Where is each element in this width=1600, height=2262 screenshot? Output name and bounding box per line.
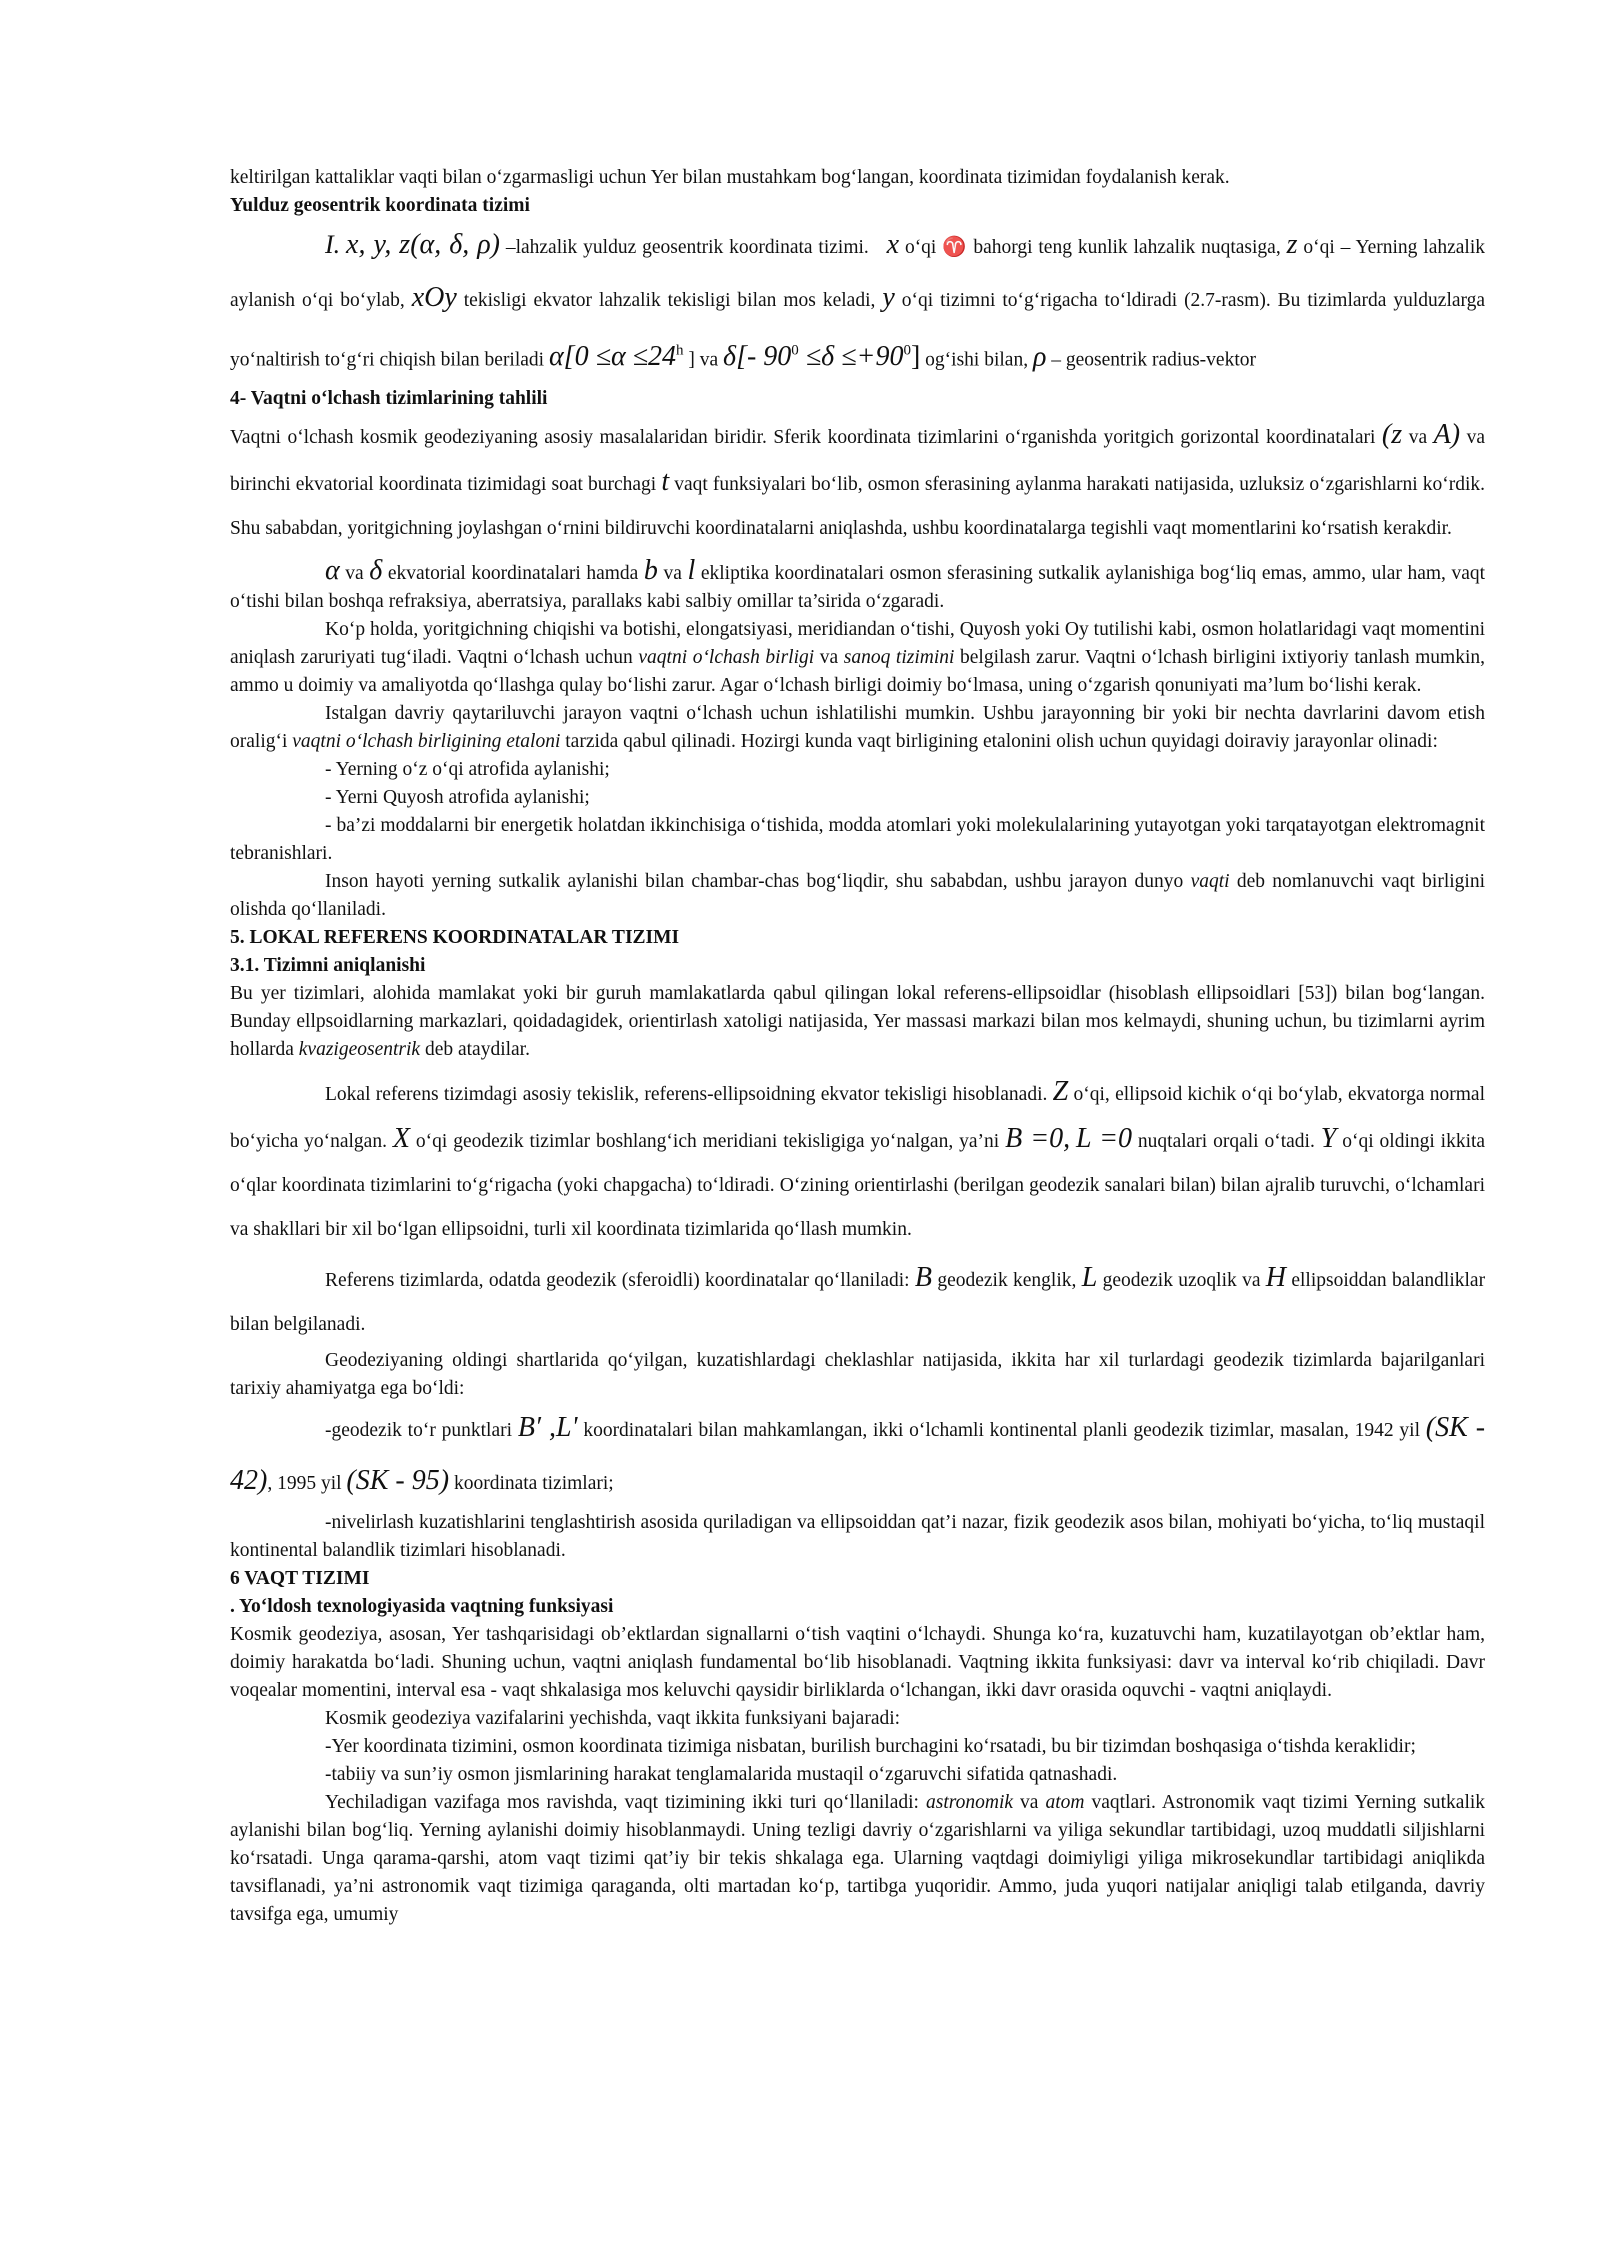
text: -geodezik to‘r punktlari [325,1420,513,1442]
text: o‘qi – Yerning lahzalik aylanish o‘qi bo‘ylab, [230,237,1485,311]
symbol-xoy: xOy [411,282,457,313]
formula-alpha [549,341,684,372]
text: ellipsoiddan balandliklar bilan belgilanadi. [230,1270,1486,1336]
symbol-z: z [1286,229,1298,260]
text: Inson hayoti yerning sutkalik aylanishi bilan chambar-chas bog‘liqdir, shu sababdan, ushbu jarayon dunyo [325,871,1184,893]
text: kvazigeosentrik [298,1039,421,1061]
text: deb ataydilar. [424,1039,530,1061]
text: 0 [903,343,911,359]
text: geodezik uzoqlik va [1102,1270,1261,1292]
heading-6-1: . Yo‘ldosh texnologiyasida vaqtning funksiyasi [230,1596,614,1618]
formula-xyz: x, y, z(α, δ, ρ) [346,229,500,260]
heading-5-1: 3.1. Tizimni aniqlanishi [230,955,426,977]
text: tarzida qabul qilinadi. Hozirgi kunda vaqt birligining etalonini olish uchun quyidagi doiraviy jarayonlar olinadi: [565,731,1438,753]
text: ] va [688,349,719,371]
heading-yulduz: Yulduz geosentrik koordinata tizimi [230,195,530,216]
paragraph-s4-2 [230,557,1485,616]
text: va birinchi ekvatorial koordinata tizimidagi soat burchagi [230,427,1485,496]
text: va [345,563,364,585]
text: ≤δ ≤+90 [805,341,904,373]
text: o‘qi tizimni to‘g‘rigacha to‘ldiradi (2.7-rasm). Bu tizimlarda yulduzlarga yo‘naltirish to‘g‘ri chiqish bilan beriladi [230,290,1486,371]
text: – geosentrik radius-vektor [1051,349,1256,371]
text: va [1408,427,1428,449]
text: δ[- 90 [723,341,792,373]
text: 0 [791,343,799,359]
text: o‘qi geodezik tizimlar boshlang‘ich meridiani tekisligiga yo‘nalgan, ya’ni [415,1131,1000,1153]
symbol-b: b [643,555,658,587]
text: vaqtni o‘lchash birligining etaloni [292,731,561,753]
paragraph-s6-4: -tabiiy va sun’iy osmon jismlarining harakat tenglamalarida mustaqil o‘zgaruvchi sifatida qatnashadi. [325,1764,1118,1786]
paragraph-s6-3: -Yer koordinata tizimini, osmon koordinata tizimiga nisbatan, burilish burchagini ko‘rsatadi, bu bir tizimdan boshqasiga o‘tishda keraklidir; [325,1736,1416,1758]
formula-sk95: (SK - 95) [346,1465,450,1497]
text: , 1995 yil [267,1473,342,1495]
text: vaqt funksiyalari bo‘lib, osmon sferasining aylanma harakati natijasida, uzluksiz o‘zgarishlarni ko‘rdik. Shu sababdan, yoritgichning joylashgan o‘rnini bildiruvchi koordinatalarni aniqlashda, ushbu koordinatalarga tegishli vaqt momentlarini ko‘rsatish kerakdir. [230,474,1486,540]
symbol-alpha: α [325,555,340,587]
text: tekisligi ekvator lahzalik tekisligi bilan mos keladi, [463,290,876,311]
symbol-z: (z [1381,419,1403,451]
text: koordinatalari bilan mahkamlangan, ikki o‘lchamli kontinental planli geodezik tizimlar, masalan, 1942 yil [583,1420,1420,1442]
text: Lokal referens tizimdagi asosiy tekislik, referens-ellipsoidning ekvator tekisligi hisoblanadi. [325,1084,1048,1106]
text: o‘qi, ellipsoid kichik o‘qi bo‘ylab, ekvatorga normal bo‘yicha yo‘nalgan. [230,1084,1485,1153]
heading-5: 5. LOKAL REFERENS KOORDINATALAR TIZIMI [230,927,680,949]
heading-6: 6 VAQT TIZIMI [230,1568,370,1590]
symbol-l: l [687,555,696,587]
text: Istalgan davriy qaytariluvchi jarayon vaqtni o‘lchash uchun ishlatilishi mumkin. Ushbu jarayonning bir yoki bir nechta davrlarini davom etish oralig‘i [230,703,1485,753]
text: nuqtalari orqali o‘tadi. [1137,1131,1315,1153]
paragraph-s6-5 [230,1789,1485,1929]
list-item: - Yerni Quyosh atrofida aylanishi; [325,787,590,809]
formula-bl: B′ ,L' [517,1412,578,1444]
text: ekvatorial koordinatalari hamda [387,563,639,585]
paragraph-s4-5 [230,868,1485,924]
list-item: - ba’zi moddalarni bir energetik holatdan ikkinchisiga o‘tishida, modda atomlari yoki molekulalarining yutayotgan yoki tarqatayotgan elektromagnit tebranishlari. [230,815,1485,865]
text: sanoq tizimini [843,647,955,669]
symbol-h: H [1265,1262,1287,1294]
label-i: I. [325,230,341,259]
text: h [676,343,684,359]
text: va [663,563,682,585]
text: Ko‘p holda, yoritgichning chiqishi va botishi, elongatsiyasi, meridiandan o‘tishi, Quyosh yoki Oy tutilishi kabi, osmon holatlaridagi vaqt momentini aniqlash zaruriyati tug‘iladi. Vaqtni o‘lchash uchun [230,619,1485,669]
text: va [1020,1792,1039,1814]
paragraph-s4-3 [230,616,1485,700]
symbol-a: A) [1433,419,1461,451]
symbol-x: X [392,1123,410,1155]
text: Yechiladigan vazifaga mos ravishda, vaqt tizimining ikki turi qo‘llaniladi: [325,1792,919,1814]
text: deb nomlanuvchi vaqt birligini olishda qo‘llaniladi. [230,871,1486,921]
paragraph-s5-3 [230,1256,1485,1347]
symbol-y: Y [1320,1123,1337,1155]
text: o‘qi ♈ bahorgi teng kunlik lahzalik nuqtasiga, [904,237,1281,258]
paragraph-s6-2: Kosmik geodeziya vazifalarini yechishda, vaqt ikkita funksiyani bajaradi: [325,1708,901,1730]
document-page [230,164,1485,1929]
text: atom [1045,1792,1085,1814]
paragraph-s5-6: -nivelirlash kuzatishlarini tenglashtirish asosida quriladigan va ellipsoiddan qat’i nazar, fizik geodezik asos bilan, mohiyati bo‘yicha, to‘liq mustaqil kontinental balandlik tizimlari hisoblanadi. [230,1512,1485,1562]
formula-sk42: (SK - 42) [230,1412,1486,1497]
paragraph-s5-1 [230,980,1485,1064]
paragraph-s5-5 [230,1403,1485,1509]
formula-b0: B =0, [1005,1123,1071,1155]
text: og‘ishi bilan, [925,349,1029,371]
paragraph-s6-1: Kosmik geodeziya, asosan, Yer tashqarisidagi ob’ektlardan signallarni o‘tish vaqtini o‘lchaydi. Shunga ko‘ra, kuzatuvchi ham, kuzatilayotgan ob’ektlar ham, doimiy harakatda bo‘ladi. Shuning uchun, vaqtni aniqlash fundamental bo‘lib hisoblanadi. Vaqtning ikkita funksiyasi: davr va interval ko‘rib chiqiladi. Davr voqealar momentini, interval esa - vaqt shkalasiga mos keluvchi qaysidir birliklarda o‘lchangan, ikki davr orasida oquvchi - vaqtni aniqlaydi. [230,1624,1485,1702]
symbol-rho: ρ [1032,341,1047,373]
symbol-x: x [886,229,900,260]
text: ekliptika koordinatalari osmon sferasining sutkalik aylanishiga bog‘liq emas, ammo, ular ham, vaqt o‘tishi bilan boshqa refraksiya, aberratsiya, parallaks kabi salbiy omillar ta’sirida o‘zgaradi. [230,563,1486,613]
text: Bu yer tizimlari, alohida mamlakat yoki bir guruh mamlakatlarda qabul qilingan lokal referens-ellipsoidlar (hisoblash ellipsoidlari [53]) bilan bog‘langan. Bunday ellpsoidlarning markazlari, qoidadagidek, orientirlash xatoligi natijasida, Yer massasi markazi bilan mos kelmaydi, shuning uchun, bu tizimlarni ayrim hollarda [230,983,1485,1061]
paragraph-s4-1 [230,413,1485,551]
text: α[0 ≤α ≤24 [548,341,677,373]
text: vaqtni o‘lchash birligi [638,647,815,669]
text: Vaqtni o‘lchash kosmik geodeziyaning asosiy masalalaridan biridir. Sferik koordinata tizimlarini o‘rganishda yoritgich gorizontal koordinatalari [230,427,1376,449]
text: vaqtlari. Astronomik vaqt tizimi Yerning sutkalik aylanishi bilan bog‘liq. Yerning aylanishi doimiy hisoblanmaydi. Uning tezligi davriy o‘zgarishlarni va yiliga sekundlar tartibidagi, uzoq muddatli siljishlarni ko‘rsatadi. Unga qarama-qarshi, atom vaqt tizimi qat’iy bir tekis shkalaga ega. Ularning vaqtdagi doimiyligi yiliga mikrosekundlar tartibidagi aniqlikda tavsiflanadi, ya’ni astronomik vaqt tizimiga qaraganda, olti martadan ko‘p, tartibga yuqoridir. Ammo, juda yuqori natijalar aniqligi talab etilganda, davriy tavsifga ega, umumiy [230,1792,1486,1926]
text: koordinata tizimlari; [453,1473,614,1495]
symbol-z: Z [1052,1076,1069,1108]
text: va [819,647,839,669]
paragraph-s5-4: Geodeziyaning oldingi shartlarida qo‘yilgan, kuzatishlardagi cheklashlar natijasida, ikkita har xil turlardagi geodezik tizimlarda bajarilganlari tarixiy ahamiyatga ega bo‘ldi: [230,1350,1485,1400]
paragraph-s5-2 [230,1070,1485,1252]
symbol-l: L [1081,1262,1098,1294]
symbol-y: y [882,282,895,313]
paragraph-geocentric [230,220,1485,385]
heading-vaqt-4: 4- Vaqtni o‘lchash tizimlarining tahlili [230,388,548,410]
text: o‘qi oldingi ikkita o‘qlar koordinata tizimlarini to‘g‘rigacha (yoki chapgacha) to‘ldiradi. O‘zining orientirlashi (berilgan geodezik sanalari bilan) bilan ajralib turuvchi, o‘lchamlari va shakllari bir xil bo‘lgan ellipsoidni, turli xil koordinata tizimlarida qo‘llash mumkin. [230,1131,1486,1241]
paragraph-intro: keltirilgan kattaliklar vaqti bilan o‘zgarmasligi uchun Yer bilan mustahkam bog‘langan, koordinata tizimidan foydalanish kerak. [230,167,1230,188]
list-item: - Yerning o‘z o‘qi atrofida aylanishi; [325,759,610,781]
paragraph-s4-4 [230,700,1485,756]
text: astronomik [925,1792,1014,1814]
text: belgilash zarur. Vaqtni o‘lchash birligini ixtiyoriy tanlash mumkin, ammo u doimiy va amaliyotda qo‘llashga qulay bo‘lishi zarur. Agar o‘lchash birligi doimiy bo‘lmasa, uning o‘zgarish qonuniyati ma’lum bo‘lishi kerak. [230,647,1486,697]
text: Referens tizimlarda, odatda geodezik (sferoidli) koordinatalar qo‘llaniladi: [325,1270,910,1292]
formula-delta [723,341,920,372]
formula-l0: L =0 [1076,1123,1132,1155]
text: vaqti [1190,871,1230,893]
symbol-b: B [914,1262,933,1294]
symbol-t: t [661,466,670,498]
text: geodezik kenglik, [937,1270,1077,1292]
symbol-delta: δ [369,555,383,587]
text: ] [910,341,921,373]
text: –lahzalik yulduz geosentrik koordinata tizimi. [505,237,869,258]
